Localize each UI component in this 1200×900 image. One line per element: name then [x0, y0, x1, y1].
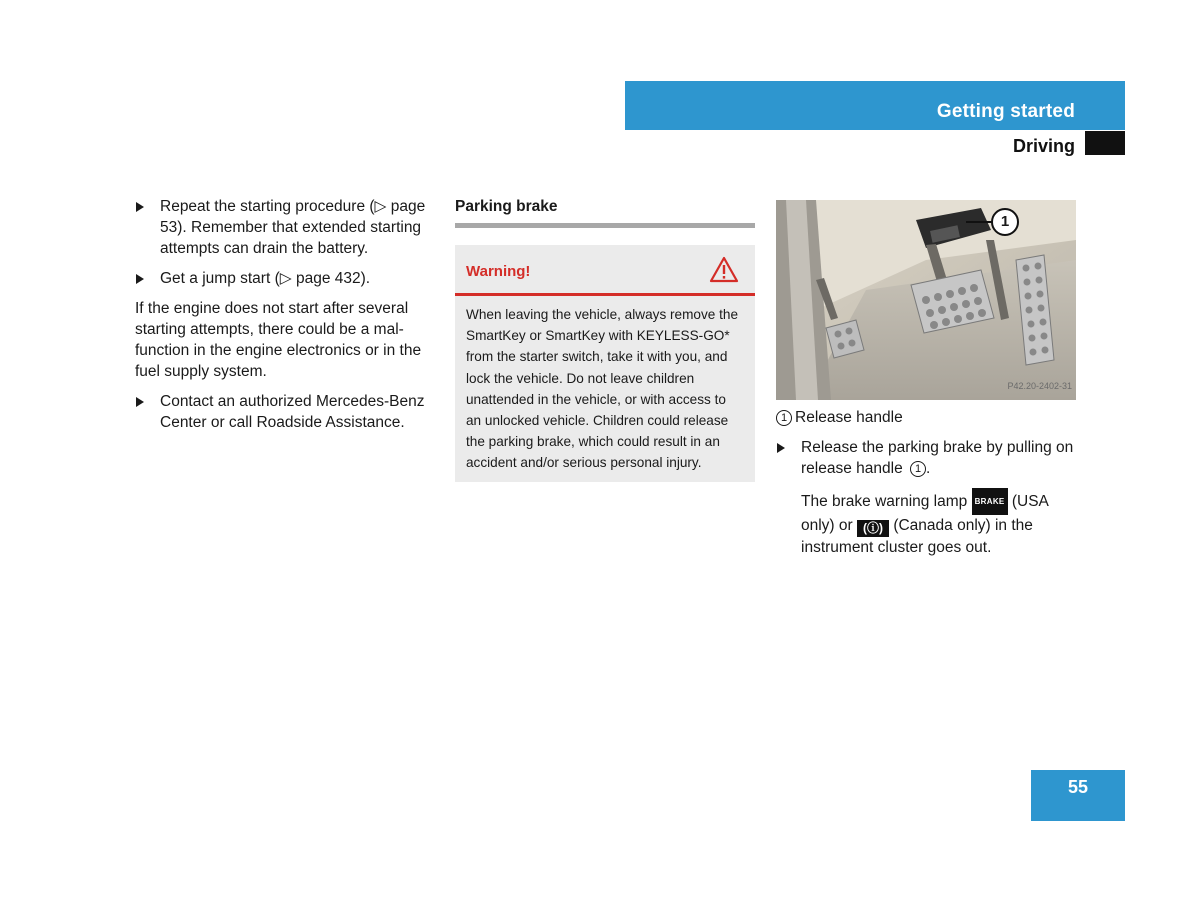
- middle-column: [455, 196, 755, 482]
- legend-number: 1: [776, 410, 792, 426]
- page-number: 55: [1067, 777, 1089, 797]
- parking-brake-heading: Parking brake: [455, 198, 558, 215]
- callout-marker: 1: [991, 208, 1019, 236]
- brake-lamp-usa-icon: BRAKE: [972, 488, 1008, 515]
- list-item-text: Repeat the starting procedure (▷ page 53). Remember that extended starting attempts can drain the battery.: [160, 198, 426, 257]
- left-column: [135, 196, 440, 442]
- note-text: (Canada only) in the instrument cluster goes out.: [801, 517, 1033, 556]
- section-title: Driving: [1012, 136, 1075, 156]
- list-item-text: Contact an authorized Mercedes-Benz Center or call Roadside Assistance.: [160, 393, 425, 431]
- pedal-photo: [776, 200, 1076, 400]
- warning-label: Warning!: [466, 263, 531, 280]
- note-text: (USA only) or: [801, 493, 1049, 534]
- step-ref-number: 1: [910, 461, 926, 477]
- warning-triangle-icon: [709, 256, 739, 289]
- warning-box: [455, 245, 755, 482]
- page-number-box: [1031, 770, 1125, 821]
- legend: [776, 407, 1076, 428]
- right-column: [776, 200, 1076, 558]
- brake-lamp-canada-icon: (ⓘ): [857, 520, 889, 537]
- bullet-icon: [136, 397, 144, 407]
- legend-text: Release handle: [795, 409, 903, 426]
- heading-rule: [455, 223, 755, 228]
- bullet-icon: [136, 274, 144, 284]
- list-item: [135, 196, 440, 259]
- warning-header: [455, 245, 755, 296]
- chapter-title: Getting started: [936, 101, 1075, 122]
- lamp-note: [776, 488, 1076, 558]
- bullet-icon: [136, 202, 144, 212]
- list-item: [135, 268, 440, 289]
- list-item: Release the parking brake by pulling on release handle 1 .: [776, 437, 1076, 479]
- list-item-text: Release the parking brake by pulling on release handle: [801, 439, 1074, 477]
- image-code: P42.20-2402-31: [1007, 381, 1072, 391]
- list-item-text: Get a jump start (▷ page 432).: [160, 270, 371, 287]
- paragraph: If the engine does not start after several starting attempts, there could be a mal-function in the engine electronics or in the fuel supply system.: [135, 300, 422, 380]
- warning-text: When leaving the vehicle, always remove the SmartKey or SmartKey with KEYLESS-GO* from the starter switch, take it with you, and lock the vehicle. Do not leave children unattended in the vehicle, or with access to an unlocked vehicle. Children could release the parking brake, which could result in an accident and/or serious personal injury.: [466, 307, 739, 471]
- list-item: [135, 391, 440, 433]
- bullet-icon: [777, 443, 785, 453]
- section-marker: [1085, 131, 1125, 155]
- note-text: The brake warning lamp: [801, 493, 968, 510]
